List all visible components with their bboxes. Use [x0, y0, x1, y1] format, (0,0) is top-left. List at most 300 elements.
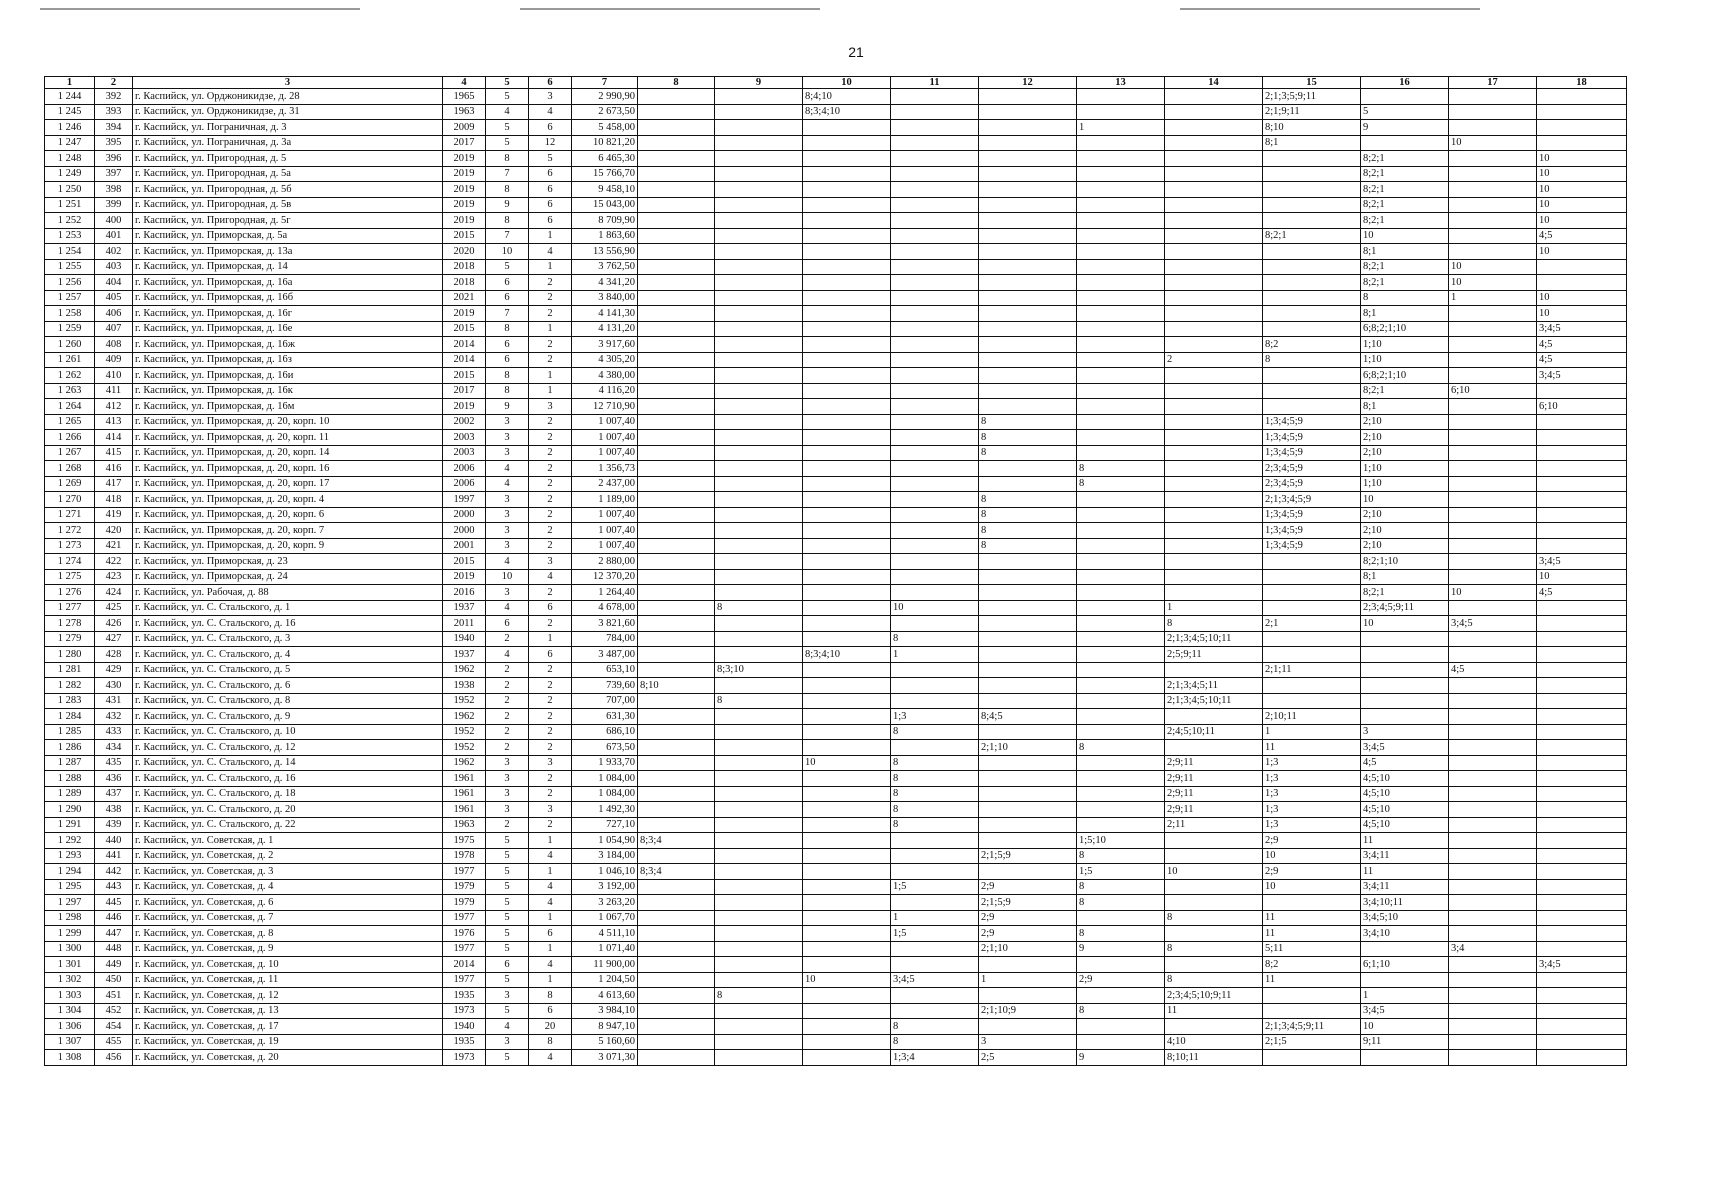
table-cell: [638, 306, 715, 322]
table-cell: 8: [979, 538, 1077, 554]
table-cell: [1263, 182, 1361, 198]
table-cell: [638, 1003, 715, 1019]
table-cell: [1449, 740, 1537, 756]
table-cell: [1165, 213, 1263, 229]
table-cell: 2: [1165, 352, 1263, 368]
table-cell: [638, 492, 715, 508]
table-row: [45, 89, 1627, 105]
table-cell: [1449, 569, 1537, 585]
table-cell: 1: [529, 833, 572, 849]
table-cell: г. Каспийск, ул. Приморская, д. 5а: [133, 228, 443, 244]
table-cell: г. Каспийск, ул. Приморская, д. 16б: [133, 290, 443, 306]
table-cell: [1449, 414, 1537, 430]
column-header: 7: [572, 77, 638, 89]
table-cell: 418: [95, 492, 133, 508]
column-header: 3: [133, 77, 443, 89]
table-cell: [1077, 213, 1165, 229]
table-cell: 8: [891, 1034, 979, 1050]
table-cell: 416: [95, 461, 133, 477]
table-cell: [638, 430, 715, 446]
table-cell: г. Каспийск, ул. Пригородная, д. 5: [133, 151, 443, 167]
table-cell: [638, 585, 715, 601]
table-cell: 1 293: [45, 848, 95, 864]
table-cell: [638, 647, 715, 663]
table-cell: 10: [1165, 864, 1263, 880]
table-cell: 1 279: [45, 631, 95, 647]
table-cell: 2: [529, 771, 572, 787]
table-cell: [1449, 213, 1537, 229]
table-cell: [1263, 290, 1361, 306]
table-cell: [891, 662, 979, 678]
table-cell: [1077, 228, 1165, 244]
table-cell: 421: [95, 538, 133, 554]
table-cell: [1361, 647, 1449, 663]
table-cell: [638, 399, 715, 415]
table-cell: г. Каспийск, ул. С. Стальского, д. 22: [133, 817, 443, 833]
table-cell: [979, 755, 1077, 771]
table-cell: г. Каспийск, ул. Советская, д. 12: [133, 988, 443, 1004]
table-cell: 1 300: [45, 941, 95, 957]
table-cell: 8;2;1: [1361, 213, 1449, 229]
table-cell: [1263, 1003, 1361, 1019]
table-cell: 2: [529, 740, 572, 756]
table-cell: [715, 399, 803, 415]
table-row: [45, 647, 1627, 663]
table-cell: 1977: [443, 864, 486, 880]
table-cell: 1: [529, 864, 572, 880]
table-cell: [803, 848, 891, 864]
table-cell: 6: [486, 352, 529, 368]
table-cell: [979, 678, 1077, 694]
table-row: [45, 383, 1627, 399]
table-cell: 429: [95, 662, 133, 678]
table-cell: [1537, 616, 1627, 632]
table-cell: г. Каспийск, ул. С. Стальского, д. 5: [133, 662, 443, 678]
table-cell: 1976: [443, 926, 486, 942]
table-cell: [1077, 957, 1165, 973]
table-cell: 4: [529, 104, 572, 120]
table-cell: 3: [529, 554, 572, 570]
table-cell: 6: [529, 926, 572, 942]
table-cell: 412: [95, 399, 133, 415]
table-cell: 414: [95, 430, 133, 446]
table-cell: 443: [95, 879, 133, 895]
table-cell: [803, 275, 891, 291]
table-cell: 1937: [443, 600, 486, 616]
table-cell: [1537, 755, 1627, 771]
table-cell: 438: [95, 802, 133, 818]
table-cell: [803, 414, 891, 430]
table-cell: [1165, 554, 1263, 570]
table-cell: [715, 244, 803, 260]
table-cell: [638, 926, 715, 942]
table-cell: 8: [1077, 740, 1165, 756]
table-cell: 2: [486, 678, 529, 694]
table-cell: 450: [95, 972, 133, 988]
table-cell: г. Каспийск, ул. Приморская, д. 20, корп. 9: [133, 538, 443, 554]
table-cell: 2;10: [1361, 414, 1449, 430]
table-cell: 6: [529, 197, 572, 213]
table-cell: [1077, 166, 1165, 182]
table-cell: 2016: [443, 585, 486, 601]
table-cell: [715, 383, 803, 399]
table-cell: 8: [979, 492, 1077, 508]
table-cell: 2;9;11: [1165, 786, 1263, 802]
table-cell: 1 246: [45, 120, 95, 136]
table-cell: 4: [529, 1050, 572, 1066]
table-cell: 1: [529, 910, 572, 926]
table-cell: 8: [891, 802, 979, 818]
table-cell: 1;3;4;5;9: [1263, 538, 1361, 554]
table-cell: 2019: [443, 306, 486, 322]
table-cell: [1449, 1003, 1537, 1019]
table-cell: 4 341,20: [572, 275, 638, 291]
table-row: [45, 492, 1627, 508]
table-cell: [1537, 817, 1627, 833]
table-row: [45, 197, 1627, 213]
table-cell: [1165, 182, 1263, 198]
table-cell: 2;5: [979, 1050, 1077, 1066]
table-cell: 8: [1361, 290, 1449, 306]
table-cell: 2003: [443, 445, 486, 461]
table-cell: 2;1;10;9: [979, 1003, 1077, 1019]
table-cell: [803, 631, 891, 647]
table-cell: 1;3: [891, 709, 979, 725]
table-cell: г. Каспийск, ул. Пограничная, д. 3а: [133, 135, 443, 151]
table-cell: [803, 957, 891, 973]
table-cell: 439: [95, 817, 133, 833]
table-cell: 406: [95, 306, 133, 322]
table-cell: [638, 662, 715, 678]
table-cell: 1 264: [45, 399, 95, 415]
table-cell: [1165, 492, 1263, 508]
table-cell: [1537, 802, 1627, 818]
table-cell: 1962: [443, 755, 486, 771]
table-cell: 1: [1263, 724, 1361, 740]
table-cell: 2;9: [979, 910, 1077, 926]
table-cell: 3: [486, 988, 529, 1004]
table-cell: [638, 972, 715, 988]
table-cell: 1937: [443, 647, 486, 663]
table-cell: [1449, 554, 1537, 570]
table-cell: г. Каспийск, ул. Приморская, д. 20, корп. 14: [133, 445, 443, 461]
table-cell: [1449, 89, 1537, 105]
table-cell: [1263, 197, 1361, 213]
table-cell: 8;3;10: [715, 662, 803, 678]
table-cell: [638, 1050, 715, 1066]
table-cell: [891, 275, 979, 291]
table-cell: [638, 771, 715, 787]
table-cell: 1 251: [45, 197, 95, 213]
table-cell: [979, 306, 1077, 322]
table-cell: 7: [486, 306, 529, 322]
table-cell: [1449, 833, 1537, 849]
table-cell: 1;3: [1263, 786, 1361, 802]
table-cell: [979, 104, 1077, 120]
table-cell: [1077, 538, 1165, 554]
table-cell: 1 257: [45, 290, 95, 306]
table-cell: [1077, 569, 1165, 585]
table-cell: 1 303: [45, 988, 95, 1004]
table-cell: 2;9: [1263, 864, 1361, 880]
table-cell: г. Каспийск, ул. С. Стальского, д. 1: [133, 600, 443, 616]
table-cell: [1165, 275, 1263, 291]
table-cell: 1: [1165, 600, 1263, 616]
table-cell: 4;5: [1537, 228, 1627, 244]
table-cell: 8: [486, 368, 529, 384]
table-cell: [715, 89, 803, 105]
table-cell: 2: [486, 693, 529, 709]
table-cell: 8;2;1: [1361, 383, 1449, 399]
table-cell: 2018: [443, 259, 486, 275]
table-cell: [715, 461, 803, 477]
table-cell: 2019: [443, 213, 486, 229]
table-cell: [803, 1050, 891, 1066]
table-cell: [979, 786, 1077, 802]
table-cell: [1077, 755, 1165, 771]
table-cell: [979, 383, 1077, 399]
table-cell: 2;1;5;9: [979, 895, 1077, 911]
table-cell: г. Каспийск, ул. Приморская, д. 13а: [133, 244, 443, 260]
table-row: [45, 306, 1627, 322]
table-cell: [1165, 120, 1263, 136]
table-row: [45, 523, 1627, 539]
table-cell: [1449, 647, 1537, 663]
table-cell: 413: [95, 414, 133, 430]
table-cell: 2015: [443, 228, 486, 244]
table-cell: [803, 802, 891, 818]
table-cell: 4: [529, 879, 572, 895]
table-cell: 3: [529, 802, 572, 818]
table-cell: 9: [1077, 941, 1165, 957]
table-cell: 8: [891, 817, 979, 833]
table-cell: [891, 166, 979, 182]
table-cell: [891, 461, 979, 477]
table-cell: 6: [529, 166, 572, 182]
table-cell: 1 255: [45, 259, 95, 275]
table-cell: [979, 89, 1077, 105]
table-cell: [891, 678, 979, 694]
table-cell: 1 271: [45, 507, 95, 523]
table-cell: [979, 1019, 1077, 1035]
table-cell: [979, 399, 1077, 415]
table-cell: [1165, 585, 1263, 601]
table-row: [45, 941, 1627, 957]
table-cell: [803, 895, 891, 911]
column-header: 9: [715, 77, 803, 89]
table-cell: 1 276: [45, 585, 95, 601]
table-cell: [715, 1050, 803, 1066]
table-cell: [638, 182, 715, 198]
table-cell: 1: [529, 631, 572, 647]
table-cell: 2;5;9;11: [1165, 647, 1263, 663]
table-cell: г. Каспийск, ул. Приморская, д. 20, корп. 4: [133, 492, 443, 508]
table-cell: 2015: [443, 321, 486, 337]
table-cell: 8: [715, 693, 803, 709]
table-cell: [891, 352, 979, 368]
table-cell: [1449, 507, 1537, 523]
table-cell: 1 282: [45, 678, 95, 694]
table-cell: 1 273: [45, 538, 95, 554]
table-cell: 2;9: [979, 926, 1077, 942]
table-cell: 5: [486, 926, 529, 942]
table-cell: 2;10: [1361, 445, 1449, 461]
table-cell: 1979: [443, 895, 486, 911]
table-cell: [1077, 321, 1165, 337]
table-cell: [1361, 135, 1449, 151]
table-cell: 3;4;5: [1537, 957, 1627, 973]
table-cell: 3 984,10: [572, 1003, 638, 1019]
table-cell: 1 299: [45, 926, 95, 942]
column-header: 8: [638, 77, 715, 89]
table-cell: г. Каспийск, ул. Приморская, д. 16з: [133, 352, 443, 368]
table-cell: г. Каспийск, ул. Рабочая, д. 88: [133, 585, 443, 601]
table-cell: 10: [891, 600, 979, 616]
table-cell: г. Каспийск, ул. С. Стальского, д. 20: [133, 802, 443, 818]
table-cell: 5: [486, 135, 529, 151]
table-cell: 8;2;1;10: [1361, 554, 1449, 570]
table-cell: 8: [1165, 616, 1263, 632]
table-cell: 1;10: [1361, 352, 1449, 368]
column-header: 17: [1449, 77, 1537, 89]
table-cell: 403: [95, 259, 133, 275]
table-cell: 2;10: [1361, 538, 1449, 554]
table-cell: 1961: [443, 771, 486, 787]
table-cell: 5: [486, 1003, 529, 1019]
table-cell: [803, 833, 891, 849]
table-cell: 2;1;3;5;9;11: [1263, 89, 1361, 105]
table-cell: 1979: [443, 879, 486, 895]
table-cell: 3: [486, 802, 529, 818]
table-cell: 8;3;4: [638, 864, 715, 880]
table-cell: 8: [891, 1019, 979, 1035]
table-cell: [979, 476, 1077, 492]
table-cell: 2;1;3;4;5;9: [1263, 492, 1361, 508]
table-cell: [638, 1019, 715, 1035]
table-cell: 4;5: [1537, 337, 1627, 353]
table-cell: 2;1;5;9: [979, 848, 1077, 864]
table-cell: [891, 507, 979, 523]
table-row: [45, 1050, 1627, 1066]
table-cell: 2;10: [1361, 430, 1449, 446]
table-cell: 1963: [443, 104, 486, 120]
table-cell: [1077, 662, 1165, 678]
table-cell: 1 284: [45, 709, 95, 725]
table-row: [45, 1019, 1627, 1035]
table-cell: 10: [1537, 151, 1627, 167]
table-cell: 8;2;1: [1361, 182, 1449, 198]
table-body: [45, 89, 1627, 1066]
table-cell: [1361, 89, 1449, 105]
table-cell: [1449, 817, 1537, 833]
table-cell: [1449, 972, 1537, 988]
table-cell: [891, 554, 979, 570]
table-cell: г. Каспийск, ул. Приморская, д. 16м: [133, 399, 443, 415]
table-cell: 432: [95, 709, 133, 725]
table-cell: [638, 1034, 715, 1050]
table-cell: [979, 647, 1077, 663]
table-cell: 396: [95, 151, 133, 167]
table-cell: [891, 259, 979, 275]
table-cell: г. Каспийск, ул. Советская, д. 6: [133, 895, 443, 911]
table-cell: 1;3: [1263, 802, 1361, 818]
table-cell: [1361, 941, 1449, 957]
table-cell: 10: [486, 569, 529, 585]
table-cell: 5: [1361, 104, 1449, 120]
table-cell: [715, 616, 803, 632]
table-cell: 431: [95, 693, 133, 709]
table-cell: [638, 895, 715, 911]
table-cell: 1: [979, 972, 1077, 988]
table-cell: [891, 445, 979, 461]
table-cell: г. Каспийск, ул. С. Стальского, д. 18: [133, 786, 443, 802]
table-cell: 1 277: [45, 600, 95, 616]
table-cell: 3 762,50: [572, 259, 638, 275]
table-cell: 392: [95, 89, 133, 105]
table-cell: [1165, 89, 1263, 105]
table-cell: 2;10: [1361, 523, 1449, 539]
table-cell: [715, 1034, 803, 1050]
table-cell: 2: [529, 507, 572, 523]
table-row: [45, 662, 1627, 678]
table-cell: [1077, 290, 1165, 306]
table-cell: 1 863,60: [572, 228, 638, 244]
table-cell: 6;10: [1449, 383, 1537, 399]
table-cell: [638, 600, 715, 616]
table-cell: [1537, 523, 1627, 539]
table-cell: 8: [891, 724, 979, 740]
scan-top-border-right: [1180, 8, 1480, 10]
table-cell: 6: [529, 647, 572, 663]
table-cell: 410: [95, 368, 133, 384]
table-cell: [979, 554, 1077, 570]
table-cell: 411: [95, 383, 133, 399]
table-row: [45, 213, 1627, 229]
table-cell: [1077, 507, 1165, 523]
table-cell: [979, 290, 1077, 306]
table-cell: [1077, 182, 1165, 198]
table-cell: [1077, 89, 1165, 105]
table-cell: 3;4;5: [1537, 321, 1627, 337]
table-cell: 1: [891, 647, 979, 663]
table-cell: 8 947,10: [572, 1019, 638, 1035]
table-cell: г. Каспийск, ул. Пограничная, д. 3: [133, 120, 443, 136]
table-cell: 2: [529, 662, 572, 678]
table-cell: [1077, 399, 1165, 415]
table-cell: 1 270: [45, 492, 95, 508]
table-cell: [715, 1003, 803, 1019]
table-cell: 1940: [443, 631, 486, 647]
table-cell: 456: [95, 1050, 133, 1066]
table-cell: 11: [1263, 910, 1361, 926]
table-cell: 8: [1263, 352, 1361, 368]
table-cell: 1 304: [45, 1003, 95, 1019]
table-cell: 1 356,73: [572, 461, 638, 477]
table-cell: [891, 337, 979, 353]
table-cell: 401: [95, 228, 133, 244]
table-cell: [1077, 523, 1165, 539]
table-cell: 3: [486, 786, 529, 802]
table-cell: г. Каспийск, ул. Советская, д. 10: [133, 957, 443, 973]
table-cell: [715, 864, 803, 880]
table-cell: 10: [1361, 616, 1449, 632]
table-cell: [1263, 554, 1361, 570]
table-cell: 1 289: [45, 786, 95, 802]
table-cell: 1;3;4: [891, 1050, 979, 1066]
table-cell: 4;10: [1165, 1034, 1263, 1050]
table-cell: 3 487,00: [572, 647, 638, 663]
table-cell: [1165, 337, 1263, 353]
